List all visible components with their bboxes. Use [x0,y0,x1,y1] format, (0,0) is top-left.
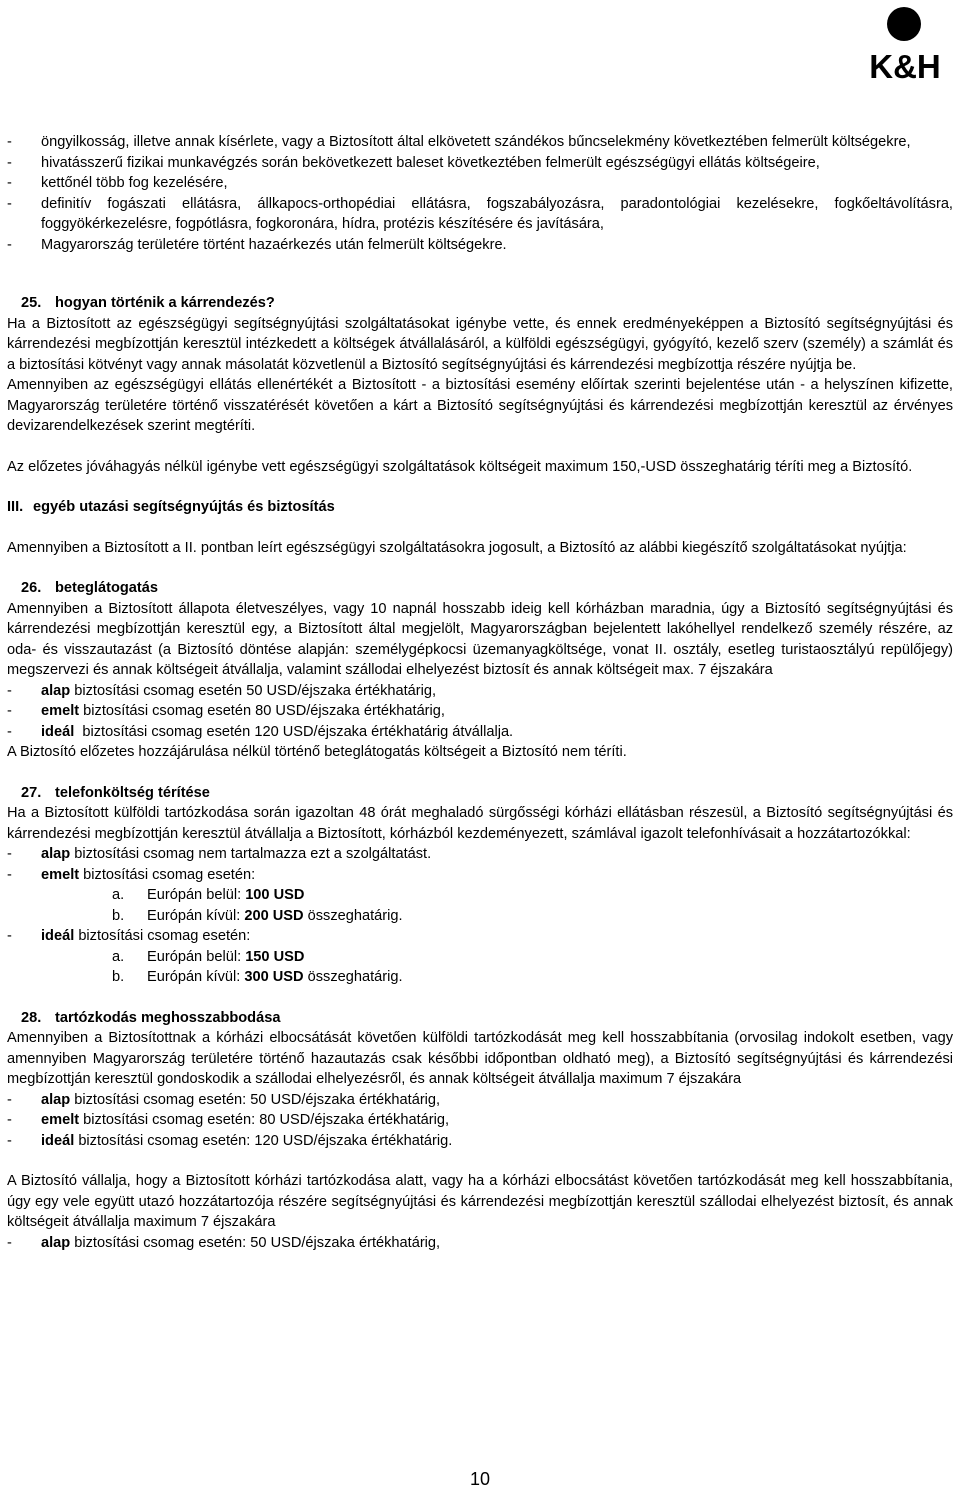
logo-text: K&H [869,48,941,82]
list-item: - definitív fogászati ellátásra, állkapocs-orthopédiai ellátásra, fogszabályozásra, paradontológiai kezelésekre, fogkőeltávolításra, foggyökérkezelésre, fogpótlásra, fogkoronára, hídra, protézis készítésére és javítására, [7,195,953,232]
section-26-heading: 26. beteglátogatás [21,580,158,596]
list-item: - emelt biztosítási csomag esetén: 80 USD/éjszaka értékhatárig, [7,1112,450,1128]
list-item: - emelt biztosítási csomag esetén: [7,866,256,883]
paragraph: Az előzetes jóváhagyás nélkül igénybe vett egészségügyi szolgáltatások költségeit maximum 150,-USD összeghatárig téríti meg a Biztosító. [7,458,913,475]
list-item: - ideál biztosítási csomag esetén: [7,928,251,944]
sub-item: b. Európán kívül: 300 USD összeghatárig. [112,969,403,985]
exclusion-list [7,132,953,255]
list-item: - alap biztosítási csomag esetén 50 USD/éjszaka értékhatárig, [7,682,437,699]
list-item: - alap biztosítási csomag esetén: 50 USD/éjszaka értékhatárig, [7,1091,441,1108]
list-item: - öngyilkosság, illetve annak kísérlete, vagy a Biztosított által elkövetett szándékos bűncselekmény következtében felmerült költségekre, [7,134,911,150]
paragraph: Amennyiben a Biztosított a II. pontban leírt egészségügyi szolgáltatásokra jogosult, a Biztosító az alábbi kiegészítő szolgáltatásokat nyújtja: [7,539,907,556]
sub-item: a. Európán belül: 150 USD [112,948,305,965]
list-item: - Magyarország területére történt hazaérkezés után felmerült költségekre. [7,236,507,253]
section-iii-heading: III. egyéb utazási segítségnyújtás és biztosítás [7,499,335,515]
list-item: - hivatásszerű fizikai munkavégzés során bekövetkezett baleset következtében felmerült egészségügyi ellátás költségeire, [7,154,820,171]
list-item: - ideál biztosítási csomag esetén 120 USD/éjszaka értékhatárig átvállalja. [7,723,514,740]
list-item: - kettőnél több fog kezelésére, [7,175,228,191]
paragraph: Amennyiben a Biztosított állapota életveszélyes, vagy 10 napnál hosszabb ideig kell kórházban maradnia, úgy a Biztosító segítségnyújtási és kárrendezési megbízottján keresztül egy, a Biztosított által megjelölt, Magyarországban bejelentett lakóhellyel rendelkező személy részére, az oda- és visszautazást (a Biztosító döntése alapján: személygépkocsi üzemanyagköltsége, vonat II. osztály, esetleg turistaosztályú repülőjegy) megszervezi és annak költségeit átvállalja, valamint szállodai elhelyezést biztosít és annak költségeit max. 7 éjszakára [7,600,953,678]
sub-item: b. Európán kívül: 200 USD összeghatárig. [112,907,403,924]
list-item: - alap biztosítási csomag nem tartalmazza ezt a szolgáltatást. [7,846,432,862]
kh-logo [856,4,954,82]
paragraph: A Biztosító előzetes hozzájárulása nélkül történő beteglátogatás költségeit a Biztosító nem téríti. [7,744,627,760]
paragraph: Amennyiben a Biztosítottnak a kórházi elbocsátását követően külföldi tartózkodását meg kell hosszabbítania (orvosilag indokolt esetben, vagy amennyiben Magyarország területére történő hazautazás csak későbbi időpontban oldható meg), a Biztosító segítségnyújtási és kárrendezési megbízottján keresztül gondoskodik a szállodai elhelyezésről, és annak költségeit átvállalja maximum 7 éjszakára [7,1030,953,1087]
paragraph: A Biztosító vállalja, hogy a Biztosított kórházi tartózkodása alatt, vagy ha a kórházi elbocsátást követően tartózkodását meg kell hosszabbítania, úgy egy vele együtt utazó hozzátartozója részére segítségnyújtási és kárrendezési megbízottján keresztül szállodai elhelyezést biztosít, és annak költségeit átvállalja maximum 7 éjszakára [7,1173,953,1230]
paragraph: Amennyiben az egészségügyi ellátás ellenértékét a Biztosított - a biztosítási esemény előírtak szerinti bejelentése után - a helyszínen kifizette, Magyarország területére történő visszatérését követően a kárt a Biztosító segítségnyújtási és kárrendezési megbízottján keresztül az érvényes devizarendelkezések szerint megtéríti. [7,377,953,434]
list-item: - ideál biztosítási csomag esetén: 120 USD/éjszaka értékhatárig. [7,1132,453,1149]
section-27-heading: 27. telefonköltség térítése [21,784,210,801]
list-item: - emelt biztosítási csomag esetén 80 USD/éjszaka értékhatárig, [7,703,445,719]
logo-circle-icon [887,7,921,41]
paragraph: Ha a Biztosított külföldi tartózkodása során igazoltan 48 órát meghaladó sürgősségi kórházi ellátásban részesül, a Biztosító segítségnyújtási és kárrendezési megbízottján keresztül átvállalja a Biztosított, kórházból kezdeményezett, számlával igazolt telefonhívásait a hozzátartozókkal: [7,805,953,842]
page-number: 10 [469,1469,491,1489]
list-item: - alap biztosítási csomag esetén: 50 USD/éjszaka értékhatárig, [7,1234,441,1251]
paragraph: Ha a Biztosított az egészségügyi segítségnyújtási szolgáltatásokat igénybe vette, és ennek eredményeképpen a Biztosító segítségnyújtási és kárrendezési megbízottján keresztül intézkedett a költségek átvállalásáról, a külföldi egészségügyi, gyógyító, kezelő szerv (személy) a számlát és a biztosítási kötvényt vagy annak másolatát közvetlenül a Biztosító segítségnyújtási és kárrendezési megbízottja részére nyújtja be. [7,315,953,373]
section-25-heading: 25. hogyan történik a kárrendezés? [21,295,275,311]
section-28-heading: 28. tartózkodás meghosszabbodása [21,1009,281,1026]
document-body [7,132,953,1253]
sub-item: a. Európán belül: 100 USD [112,887,305,903]
